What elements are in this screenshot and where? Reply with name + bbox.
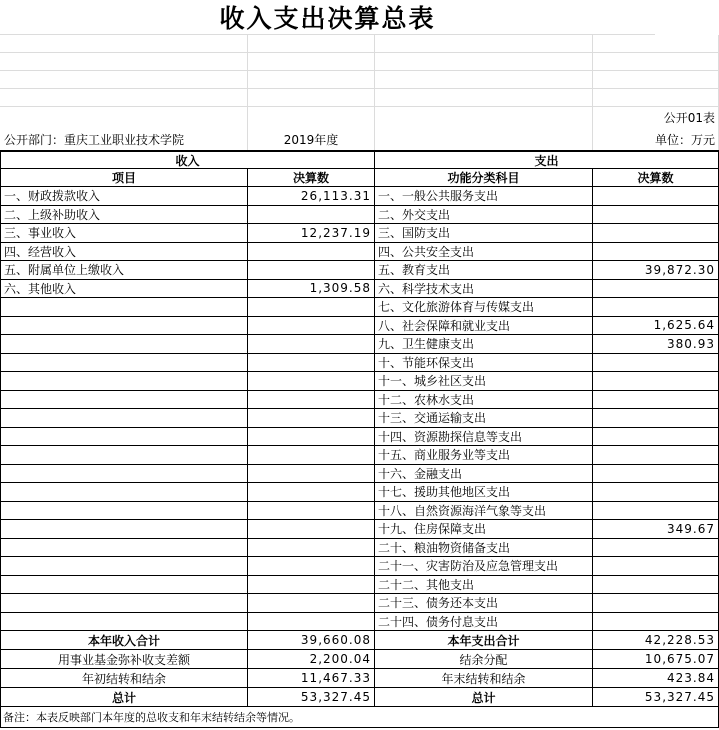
income-summary-label: 年初结转和结余 — [1, 669, 248, 688]
expense-value-cell — [593, 539, 718, 558]
expense-value-cell — [593, 354, 718, 373]
income-value-cell — [248, 261, 375, 280]
expense-value-cell — [593, 280, 718, 299]
department-name: 公开部门：重庆工业职业技术学院 — [0, 127, 248, 150]
income-summary-value: 53,327.45 — [248, 688, 375, 707]
expense-summary-value: 53,327.45 — [593, 688, 718, 707]
income-item-cell — [1, 409, 248, 428]
income-value-cell — [248, 372, 375, 391]
expense-value-cell: 39,872.30 — [593, 261, 718, 280]
expense-item-cell: 十、节能环保支出 — [375, 354, 593, 373]
income-item-cell — [1, 594, 248, 613]
accounts-table — [0, 150, 719, 728]
empty-cell — [375, 127, 593, 150]
income-value-cell — [248, 465, 375, 484]
income-value-cell — [248, 243, 375, 262]
expense-item-cell: 十三、交通运输支出 — [375, 409, 593, 428]
income-summary-value: 2,200.04 — [248, 650, 375, 669]
expense-item-cell: 二、外交支出 — [375, 206, 593, 225]
expense-value-cell — [593, 594, 718, 613]
expense-value-cell — [593, 298, 718, 317]
expense-summary-label: 总计 — [375, 688, 593, 707]
empty-cell — [375, 107, 593, 127]
empty-cell — [593, 35, 719, 53]
income-item-cell — [1, 317, 248, 336]
income-item-cell — [1, 298, 248, 317]
income-value-cell: 12,237.19 — [248, 224, 375, 243]
empty-cell — [375, 89, 593, 107]
expense-item-cell: 五、教育支出 — [375, 261, 593, 280]
expense-item-cell: 一、一般公共服务支出 — [375, 187, 593, 206]
income-summary-value: 39,660.08 — [248, 631, 375, 650]
income-item-cell: 五、附属单位上缴收入 — [1, 261, 248, 280]
income-value-cell: 26,113.31 — [248, 187, 375, 206]
income-summary-value: 11,467.33 — [248, 669, 375, 688]
expense-summary-value: 423.84 — [593, 669, 718, 688]
empty-cell — [248, 71, 375, 89]
empty-cell — [248, 107, 375, 127]
income-item-cell — [1, 502, 248, 521]
expense-item-cell: 九、卫生健康支出 — [375, 335, 593, 354]
department-row — [0, 127, 719, 150]
empty-cell — [593, 71, 719, 89]
empty-cell — [375, 35, 593, 53]
expense-value-cell — [593, 224, 718, 243]
income-item-cell — [1, 483, 248, 502]
income-value-cell — [248, 483, 375, 502]
income-value-cell — [248, 335, 375, 354]
expense-item-cell: 七、文化旅游体育与传媒支出 — [375, 298, 593, 317]
expense-value-cell — [593, 206, 718, 225]
expense-item-cell: 四、公共安全支出 — [375, 243, 593, 262]
table-summary-rows — [1, 631, 718, 707]
empty-cell — [248, 53, 375, 71]
expense-item-cell: 二十二、其他支出 — [375, 576, 593, 595]
table-code: 公开01表 — [593, 107, 719, 127]
page-title: 收入支出决算总表 — [219, 4, 436, 33]
column-header-row — [1, 169, 718, 187]
expense-value-cell — [593, 409, 718, 428]
income-value-cell — [248, 613, 375, 632]
income-item-cell: 四、经营收入 — [1, 243, 248, 262]
expense-section-header: 支出 — [375, 152, 718, 169]
income-summary-label: 总计 — [1, 688, 248, 707]
empty-grid-rows — [0, 35, 719, 107]
expense-value-cell — [593, 243, 718, 262]
expense-item-cell: 三、国防支出 — [375, 224, 593, 243]
income-value-header: 决算数 — [248, 169, 375, 187]
income-item-cell — [1, 465, 248, 484]
income-value-cell — [248, 354, 375, 373]
income-item-cell — [1, 391, 248, 410]
income-item-cell — [1, 372, 248, 391]
income-item-cell — [1, 539, 248, 558]
section-header-row — [1, 152, 718, 169]
income-item-cell — [1, 428, 248, 447]
income-value-cell — [248, 502, 375, 521]
income-value-cell — [248, 594, 375, 613]
expense-item-cell: 十一、城乡社区支出 — [375, 372, 593, 391]
empty-cell — [0, 35, 248, 53]
expense-value-cell: 1,625.64 — [593, 317, 718, 336]
income-item-cell — [1, 520, 248, 539]
income-item-cell: 一、财政拨款收入 — [1, 187, 248, 206]
income-value-cell — [248, 446, 375, 465]
income-section-header: 收入 — [1, 152, 375, 169]
expense-summary-label: 本年支出合计 — [375, 631, 593, 650]
income-item-header: 项目 — [1, 169, 248, 187]
income-value-cell: 1,309.58 — [248, 280, 375, 299]
income-item-cell: 三、事业收入 — [1, 224, 248, 243]
income-value-cell — [248, 409, 375, 428]
income-summary-label: 用事业基金弥补收支差额 — [1, 650, 248, 669]
expense-summary-value: 42,228.53 — [593, 631, 718, 650]
table-data-rows — [1, 187, 718, 631]
expense-value-cell — [593, 465, 718, 484]
empty-cell — [0, 53, 248, 71]
income-item-cell — [1, 613, 248, 632]
expense-item-cell: 二十一、灾害防治及应急管理支出 — [375, 557, 593, 576]
empty-cell — [248, 35, 375, 53]
income-value-cell — [248, 317, 375, 336]
expense-value-cell — [593, 502, 718, 521]
expense-value-cell — [593, 391, 718, 410]
expense-value-cell — [593, 613, 718, 632]
expense-value-header: 决算数 — [593, 169, 718, 187]
expense-value-cell — [593, 576, 718, 595]
empty-cell — [0, 107, 248, 127]
expense-item-cell: 十二、农林水支出 — [375, 391, 593, 410]
expense-item-cell: 二十四、债务付息支出 — [375, 613, 593, 632]
income-summary-label: 本年收入合计 — [1, 631, 248, 650]
income-value-cell — [248, 428, 375, 447]
income-value-cell — [248, 520, 375, 539]
title-row — [0, 0, 655, 35]
expense-value-cell: 349.67 — [593, 520, 718, 539]
income-value-cell — [248, 576, 375, 595]
income-value-cell — [248, 206, 375, 225]
expense-value-cell — [593, 483, 718, 502]
expense-item-cell: 十六、金融支出 — [375, 465, 593, 484]
empty-cell — [593, 89, 719, 107]
table-code-row — [0, 107, 719, 127]
expense-item-cell: 十四、资源勘探信息等支出 — [375, 428, 593, 447]
income-value-cell — [248, 391, 375, 410]
table-note: 备注：本表反映部门本年度的总收支和年末结转结余等情况。 — [3, 711, 300, 724]
income-item-cell: 六、其他收入 — [1, 280, 248, 299]
empty-cell — [375, 71, 593, 89]
unit-label: 单位：万元 — [593, 127, 719, 150]
expense-value-cell — [593, 187, 718, 206]
expense-summary-value: 10,675.07 — [593, 650, 718, 669]
income-item-cell — [1, 557, 248, 576]
expense-value-cell — [593, 428, 718, 447]
expense-item-cell: 十五、商业服务业等支出 — [375, 446, 593, 465]
expense-value-cell — [593, 372, 718, 391]
fiscal-year: 2019年度 — [248, 127, 375, 150]
empty-cell — [375, 53, 593, 71]
income-item-cell — [1, 576, 248, 595]
income-value-cell — [248, 539, 375, 558]
expense-value-cell — [593, 446, 718, 465]
income-value-cell — [248, 557, 375, 576]
expense-item-cell: 八、社会保障和就业支出 — [375, 317, 593, 336]
expense-summary-label: 结余分配 — [375, 650, 593, 669]
expense-item-cell: 十七、援助其他地区支出 — [375, 483, 593, 502]
expense-item-cell: 二十、粮油物资储备支出 — [375, 539, 593, 558]
expense-item-cell: 六、科学技术支出 — [375, 280, 593, 299]
empty-cell — [593, 53, 719, 71]
income-item-cell — [1, 335, 248, 354]
expense-value-cell: 380.93 — [593, 335, 718, 354]
empty-cell — [0, 89, 248, 107]
expense-item-cell: 十九、住房保障支出 — [375, 520, 593, 539]
expense-item-header: 功能分类科目 — [375, 169, 593, 187]
expense-value-cell — [593, 557, 718, 576]
expense-summary-label: 年末结转和结余 — [375, 669, 593, 688]
expense-item-cell: 十八、自然资源海洋气象等支出 — [375, 502, 593, 521]
expense-item-cell: 二十三、债务还本支出 — [375, 594, 593, 613]
income-item-cell — [1, 446, 248, 465]
empty-cell — [248, 89, 375, 107]
income-item-cell — [1, 354, 248, 373]
income-value-cell — [248, 298, 375, 317]
empty-cell — [0, 71, 248, 89]
income-item-cell: 二、上级补助收入 — [1, 206, 248, 225]
